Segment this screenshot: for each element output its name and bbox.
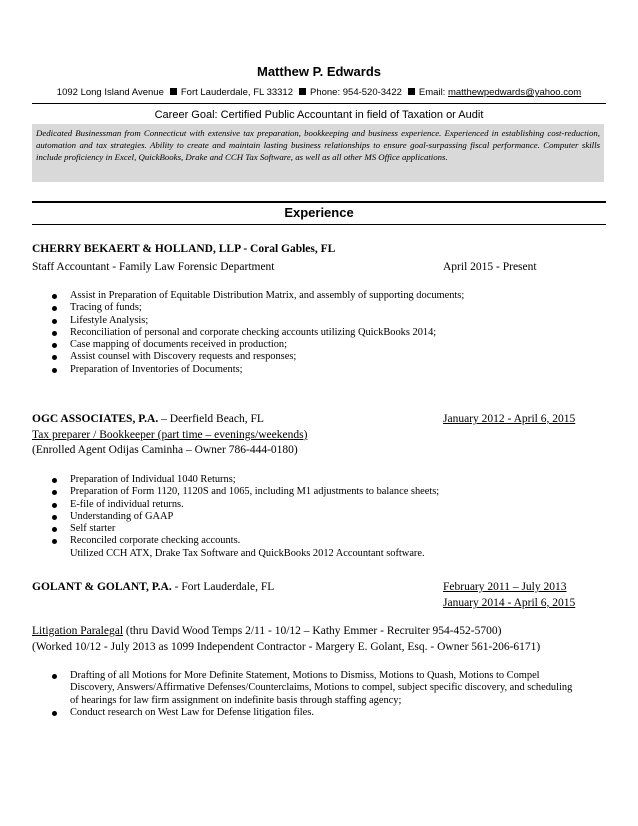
job-dates: April 2015 - Present xyxy=(443,261,537,273)
bullet-icon xyxy=(52,515,57,520)
job-bullets xyxy=(52,670,582,719)
job-employer-line xyxy=(32,581,274,593)
list-item: Lifestyle Analysis; xyxy=(52,315,464,327)
bullet-icon xyxy=(52,294,57,299)
job-title-line xyxy=(32,625,501,637)
list-item: Preparation of Form 1120, 1120S and 1065, including M1 adjustments to balance sheets; xyxy=(52,486,439,498)
section-title: Experience xyxy=(284,205,354,220)
job-title: Litigation Paralegal xyxy=(32,625,124,637)
list-item: Understanding of GAAP xyxy=(52,511,439,523)
list-item: Preparation of Inventories of Documents; xyxy=(52,364,464,376)
list-item: E-file of individual returns. xyxy=(52,499,439,511)
software-note: Utilized CCH ATX, Drake Tax Software and QuickBooks 2012 Accountant software. xyxy=(70,548,425,559)
bullet-icon xyxy=(52,674,57,679)
square-bullet-icon xyxy=(408,88,415,95)
list-item: Assist counsel with Discovery requests and responses; xyxy=(52,351,464,363)
address: 1092 Long Island Avenue xyxy=(56,87,164,98)
divider xyxy=(32,201,606,203)
list-item: Self starter xyxy=(52,523,439,535)
bullet-icon xyxy=(52,343,57,348)
job-dates: January 2012 - April 6, 2015 xyxy=(443,413,576,425)
list-item: Drafting of all Motions for More Definite Statement, Motions to Dismiss, Motions to Quash, Motions to Compel Discovery, Answers/Affirmative Defenses/Counterclaims, Motions to compel, subject specific discovery, and scheduling of hearings for law firm assignment on indefinite basis through staffing agency; xyxy=(52,670,582,707)
divider xyxy=(32,103,606,104)
divider xyxy=(32,224,606,225)
square-bullet-icon xyxy=(170,88,177,95)
job-note: (Enrolled Agent Odijas Caminha – Owner 786-444-0180) xyxy=(32,444,298,456)
city: Fort Lauderdale, FL 33312 xyxy=(180,87,293,98)
bullet-icon xyxy=(52,306,57,311)
career-goal: Career Goal: Certified Public Accountant in field of Taxation or Audit xyxy=(154,109,484,121)
bullet-icon xyxy=(52,368,57,373)
square-bullet-icon xyxy=(299,88,306,95)
list-item: Reconciled corporate checking accounts. xyxy=(52,535,439,547)
bullet-icon xyxy=(52,539,57,544)
job-bullets xyxy=(52,290,464,376)
job-title: Staff Accountant - Family Law Forensic Department xyxy=(32,261,275,273)
list-item: Assist in Preparation of Equitable Distribution Matrix, and assembly of supporting documents; xyxy=(52,290,464,302)
list-item: Preparation of Individual 1040 Returns; xyxy=(52,474,439,486)
job-location: – Deerfield Beach, FL xyxy=(161,413,264,425)
list-item: Case mapping of documents received in production; xyxy=(52,339,464,351)
job-employer: CHERRY BEKAERT & HOLLAND, LLP - Coral Gables, FL xyxy=(32,243,336,255)
bullet-icon xyxy=(52,711,57,716)
job-employer: GOLANT & GOLANT, P.A. xyxy=(32,581,172,593)
bullet-icon xyxy=(52,478,57,483)
job-employer-line xyxy=(32,413,264,425)
job-title-rest: (thru David Wood Temps 2/11 - 10/12 – Kathy Emmer - Recruiter 954-452-5700) xyxy=(125,625,502,637)
contact-line xyxy=(0,87,638,98)
job-bullets xyxy=(52,474,439,548)
bullet-icon xyxy=(52,355,57,360)
summary-box: Dedicated Businessman from Connecticut with extensive tax preparation, bookkeeping and business experience. Experienced in establishing cost-reduction, automation and tax strategies. Ability to create and maintain lasting business relationships to ensure goal-surpassing fiscal performance. Computer skills include proficiency in Excel, QuickBooks, Drake and CCH Tax Software, as well as all other MS Office applications. xyxy=(32,124,604,182)
bullet-icon xyxy=(52,319,57,324)
job-note: (Worked 10/12 - July 2013 as 1099 Independent Contractor - Margery E. Golant, Esq. - Owner 561-206-6171) xyxy=(32,641,541,653)
job-title: Tax preparer / Bookkeeper (part time – evenings/weekends) xyxy=(32,429,308,441)
list-item: Tracing of funds; xyxy=(52,302,464,314)
bullet-icon xyxy=(52,490,57,495)
bullet-icon xyxy=(52,503,57,508)
phone: Phone: 954-520-3422 xyxy=(310,87,402,98)
list-item: Reconciliation of personal and corporate checking accounts utilizing QuickBooks 2014; xyxy=(52,327,464,339)
job-location: - Fort Lauderdale, FL xyxy=(174,581,275,593)
email-link[interactable]: matthewpedwards@yahoo.com xyxy=(447,87,582,98)
job-dates: February 2011 – July 2013 xyxy=(443,581,567,593)
email-label: Email: xyxy=(418,87,446,98)
list-item: Conduct research on West Law for Defense litigation files. xyxy=(52,707,582,719)
job-dates-2: January 2014 - April 6, 2015 xyxy=(443,597,576,609)
bullet-icon xyxy=(52,331,57,336)
bullet-icon xyxy=(52,527,57,532)
job-employer: OGC ASSOCIATES, P.A. xyxy=(32,413,159,425)
candidate-name: Matthew P. Edwards xyxy=(256,64,381,79)
